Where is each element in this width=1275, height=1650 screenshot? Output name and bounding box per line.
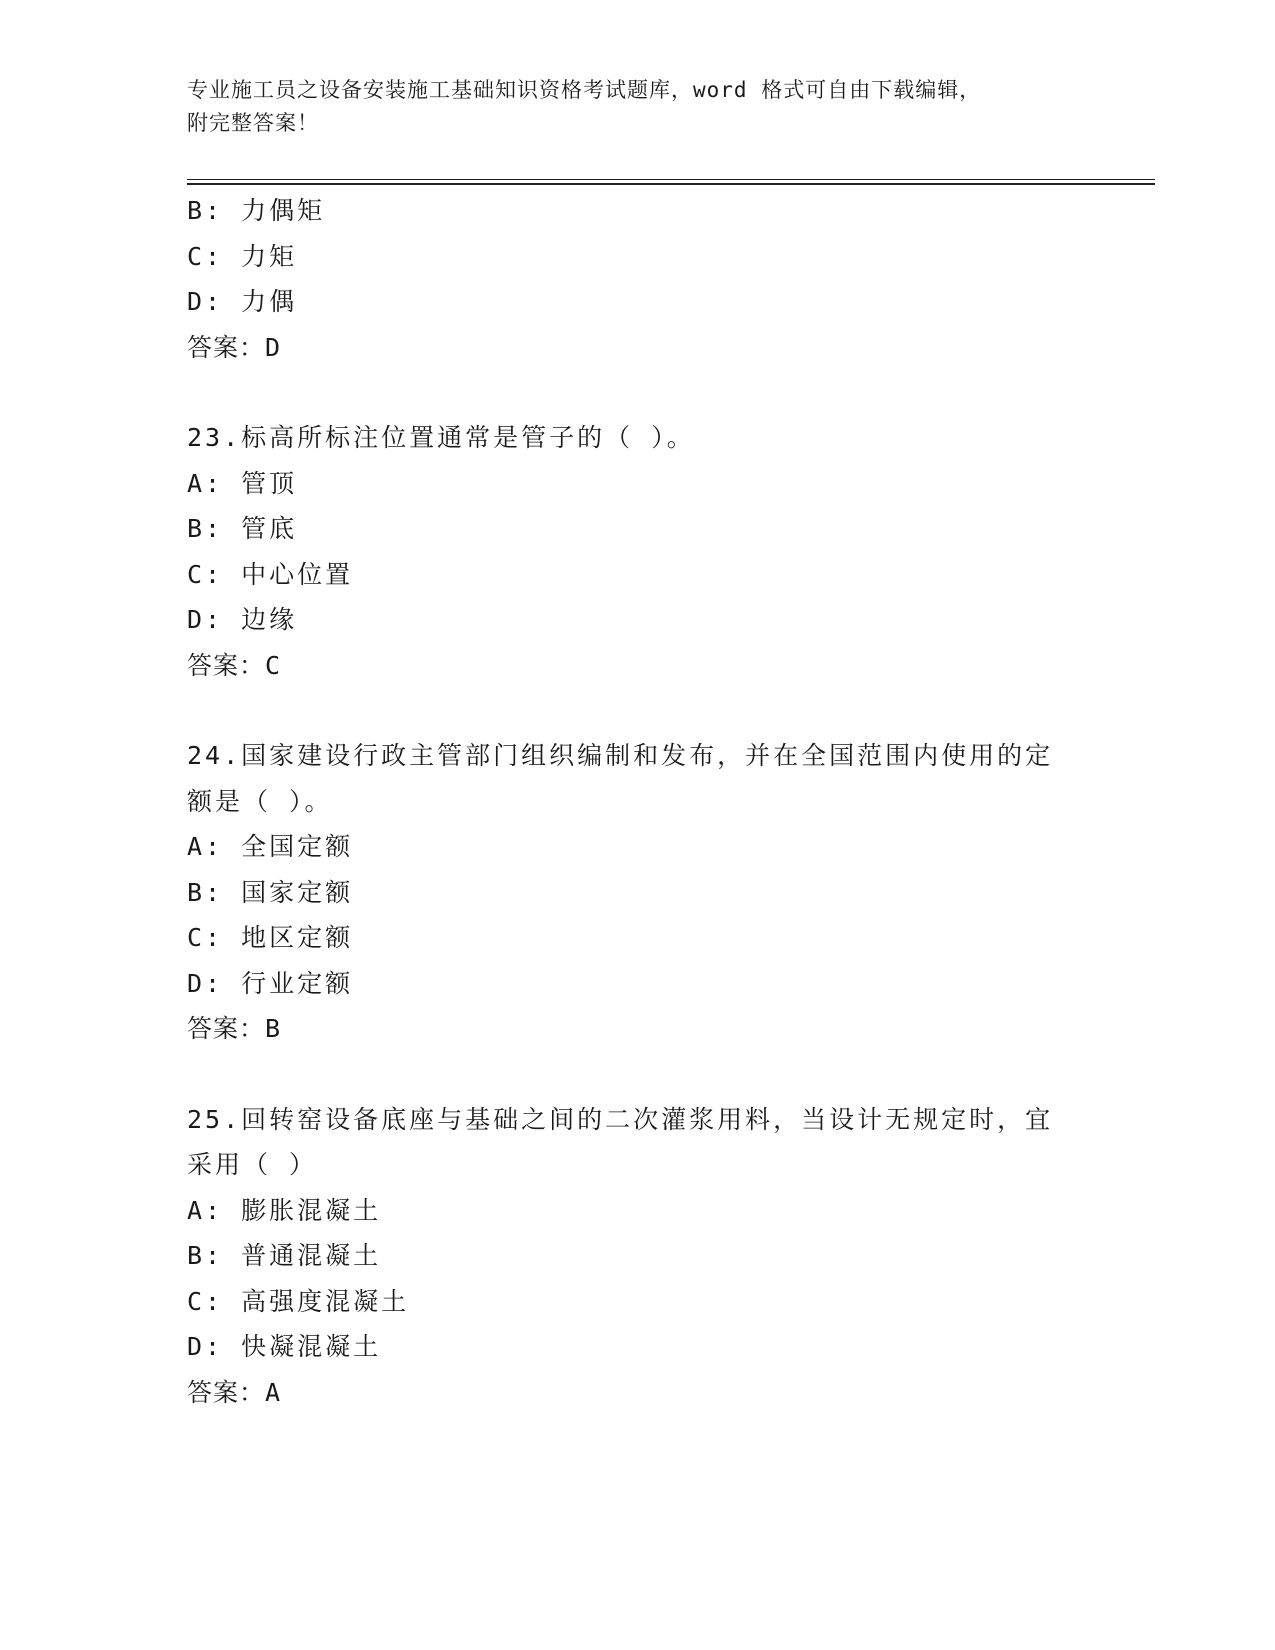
option-b: B: 力偶矩 (187, 196, 326, 225)
question-24 (187, 733, 1087, 1052)
option-c: C: 地区定额 (187, 923, 354, 952)
option-c: C: 力矩 (187, 241, 298, 271)
header-line-1: 专业施工员之设备安装施工基础知识资格考试题库，word 格式可自由下载编辑， (187, 78, 982, 102)
spacer (187, 370, 1087, 415)
option-c: C: 中心位置 (187, 559, 354, 589)
option-b: B: 国家定额 (187, 877, 354, 907)
question-22 (187, 188, 1087, 370)
answer: 答案：A (187, 1377, 282, 1407)
question-list (187, 188, 1087, 1415)
option-d: D: 快凝混凝土 (187, 1332, 382, 1361)
header-rule-thick (187, 183, 1155, 185)
question-stem-line-2: 额是（ ）。 (187, 786, 333, 816)
header-line-2: 附完整答案！ (187, 111, 319, 135)
document-header (187, 74, 1087, 140)
option-c: C: 高强度混凝土 (187, 1286, 410, 1316)
question-stem-line-1: 25.回转窑设备底座与基础之间的二次灌浆用料，当设计无规定时，宜 (187, 1104, 1054, 1134)
spacer (187, 1052, 1087, 1097)
option-d: D: 边缘 (187, 605, 298, 634)
option-d: D: 行业定额 (187, 968, 354, 998)
answer: 答案：D (187, 332, 282, 362)
answer: 答案：B (187, 1014, 282, 1043)
question-25 (187, 1097, 1087, 1416)
option-a: A: 膨胀混凝土 (187, 1195, 382, 1225)
spacer (187, 688, 1087, 733)
option-d: D: 力偶 (187, 287, 298, 316)
question-23 (187, 415, 1087, 688)
option-a: A: 管顶 (187, 468, 298, 498)
question-stem: 23.标高所标注位置通常是管子的（ ）。 (187, 423, 695, 452)
option-a: A: 全国定额 (187, 832, 354, 861)
answer: 答案：C (187, 650, 282, 680)
header-rule-thin (187, 179, 1155, 180)
question-stem-line-1: 24.国家建设行政主管部门组织编制和发布，并在全国范围内使用的定 (187, 741, 1054, 770)
option-b: B: 管底 (187, 514, 298, 543)
question-stem-line-2: 采用（ ） (187, 1150, 318, 1179)
option-b: B: 普通混凝土 (187, 1241, 382, 1270)
